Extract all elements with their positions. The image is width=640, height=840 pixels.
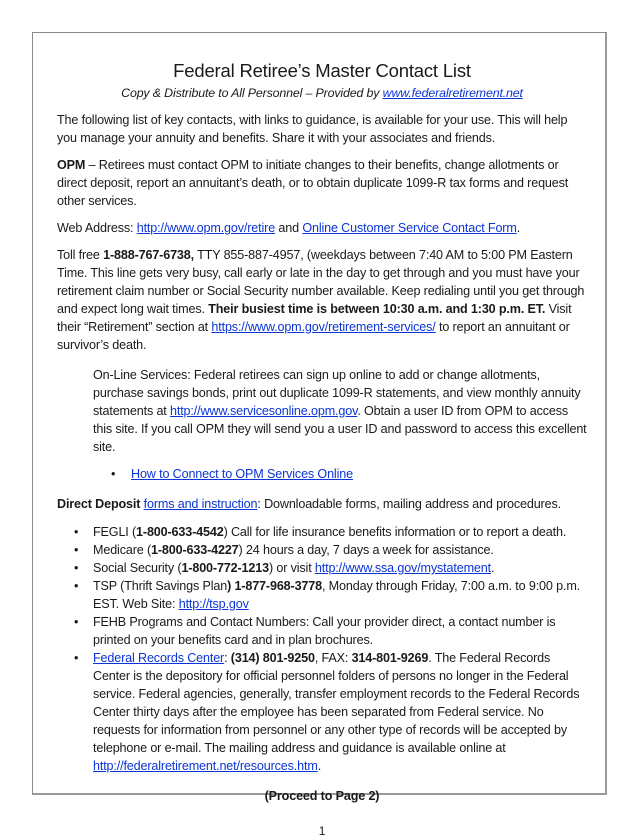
- direct-deposit-paragraph: [57, 495, 587, 513]
- web-address-label: Web Address:: [57, 221, 137, 235]
- contact-text: :: [224, 651, 231, 665]
- contact-text: Medicare (: [93, 543, 151, 557]
- contact-tsp: [57, 577, 587, 613]
- connect-opm-link[interactable]: How to Connect to OPM Services Online: [131, 467, 353, 481]
- contact-text: ) Call for life insurance benefits information or to report a death.: [223, 525, 567, 539]
- ssa-link[interactable]: http://www.ssa.gov/mystatement: [314, 561, 491, 575]
- servicesonline-link[interactable]: http://www.servicesonline.opm.gov: [170, 404, 358, 418]
- web-period: .: [516, 221, 521, 235]
- opm-retire-link[interactable]: http://www.opm.gov/retire: [136, 221, 276, 235]
- toll-free-number: 1-888-767-6738,: [103, 248, 194, 262]
- toll-free-label: Toll free: [57, 248, 104, 262]
- records-center-number: (314) 801-9250: [230, 651, 315, 665]
- subtitle: [57, 84, 587, 102]
- contact-text: Social Security (: [93, 561, 182, 575]
- medicare-number: 1-800-633-4227: [151, 543, 239, 557]
- toll-free-text: TTY 855-887-4957, (weekdays between 7:40 AM to 5:00 PM Eastern Time. This line gets very busy, call early or late in the day to get through and you must have your retirement claim number or Social Security number available. Keep redialing until you get through and expect long wait times.: [57, 248, 585, 316]
- bullet-icon: •: [111, 467, 116, 481]
- contact-text: .: [317, 759, 322, 773]
- web-address-paragraph: [57, 219, 587, 237]
- online-services-paragraph: [93, 366, 587, 456]
- online-services-text: On-Line Services: Federal retirees can sign up online to add or change allotments, purchase savings bonds, print out duplicate 1099-R statements, and view monthly annuity statements at: [93, 368, 581, 418]
- list-item: [93, 465, 587, 483]
- contact-text: , Monday through Friday, 7:00 a.m. to 9:00 p.m. EST. Web Site:: [93, 579, 581, 611]
- bullet-icon: •: [74, 543, 79, 557]
- contact-records-center: [57, 649, 587, 775]
- contact-text: FEGLI (: [93, 525, 137, 539]
- opm-text: – Retirees must contact OPM to initiate changes to their benefits, change allotments or direct deposit, report an annuitant’s death, or to obtain duplicate 1099-R tax forms and request other services.: [57, 158, 569, 208]
- bullet-icon: •: [74, 651, 79, 665]
- ssa-number: 1-800-772-1213: [181, 561, 269, 575]
- bullet-icon: •: [74, 615, 79, 629]
- web-and-text: and: [275, 221, 303, 235]
- bullet-icon: •: [74, 525, 79, 539]
- contact-fegli: [57, 523, 587, 541]
- contacts-list: [57, 523, 587, 775]
- tsp-link[interactable]: http://tsp.gov: [178, 597, 249, 611]
- bullet-icon: •: [74, 561, 79, 575]
- contact-text: , FAX:: [314, 651, 352, 665]
- contact-form-link[interactable]: Online Customer Service Contact Form: [302, 221, 517, 235]
- document-page: [32, 32, 607, 838]
- visit-suffix: to report an annuitant or survivor’s death.: [57, 320, 570, 352]
- contact-text: ) 24 hours a day, 7 days a week for assistance.: [238, 543, 494, 557]
- federalretirement-link[interactable]: www.federalretirement.net: [382, 86, 523, 100]
- contact-fehb: [57, 613, 587, 649]
- proceed-note: [57, 787, 587, 805]
- opm-label: OPM: [57, 158, 86, 172]
- online-services-text-2: . Obtain a user ID from OPM to access this site. If you call OPM they will send you a user ID and password to access this excellent site.: [93, 404, 587, 454]
- direct-deposit-text: : Downloadable forms, mailing address and procedures.: [257, 497, 561, 511]
- forms-instruction-link[interactable]: forms and instruction: [143, 497, 258, 511]
- intro-paragraph: The following list of key contacts, with links to guidance, is available for your use. This will help you manage your annuity and benefits. Share it with your associates and friends.: [57, 113, 568, 145]
- records-center-link[interactable]: Federal Records Center: [93, 651, 225, 665]
- contact-text: FEHB Programs and Contact Numbers: Call your provider direct, a contact number is printed on your benefits card and in plan brochures.: [93, 615, 556, 647]
- contact-text: ) or visit: [268, 561, 315, 575]
- resources-link[interactable]: http://federalretirement.net/resources.htm: [93, 759, 318, 773]
- fegli-number: 1-800-633-4542: [136, 525, 224, 539]
- proceed-text: (Proceed to Page 2): [264, 789, 380, 803]
- bullet-icon: •: [74, 579, 79, 593]
- online-services-list: [93, 465, 587, 483]
- retirement-services-link[interactable]: https://www.opm.gov/retirement-services/: [211, 320, 436, 334]
- page-number: 1: [318, 824, 326, 838]
- records-center-fax: 314-801-9269: [351, 651, 429, 665]
- page-content: [57, 59, 587, 840]
- contact-text: TSP (Thrift Savings Plan: [93, 579, 228, 593]
- tsp-number: ) 1-877-968-3778: [227, 579, 322, 593]
- contact-social-security: [57, 559, 587, 577]
- contact-text: . The Federal Records Center is the depository for official personnel folders of persons no longer in the Federal service. Federal agencies, generally, transfer employment records to the Federal Records Center thirty days after the employee has been separated from Federal service. No requests for information from personnel or any other type of records will be accepted by telephone or e-mail. The mailing address and guidance is available online at: [93, 651, 580, 755]
- contact-medicare: [57, 541, 587, 559]
- busiest-time: Their busiest time is between 10:30 a.m. and 1:30 p.m. ET.: [208, 302, 546, 316]
- subtitle-text: Copy & Distribute to All Personnel – Provided by: [121, 86, 383, 100]
- direct-deposit-label: Direct Deposit: [57, 497, 141, 511]
- page-title: Federal Retiree’s Master Contact List: [173, 60, 471, 81]
- toll-free-paragraph: [57, 246, 587, 354]
- visit-text: Visit their “Retirement” section at: [57, 302, 572, 334]
- opm-paragraph: [57, 156, 587, 210]
- contact-text: .: [491, 561, 495, 575]
